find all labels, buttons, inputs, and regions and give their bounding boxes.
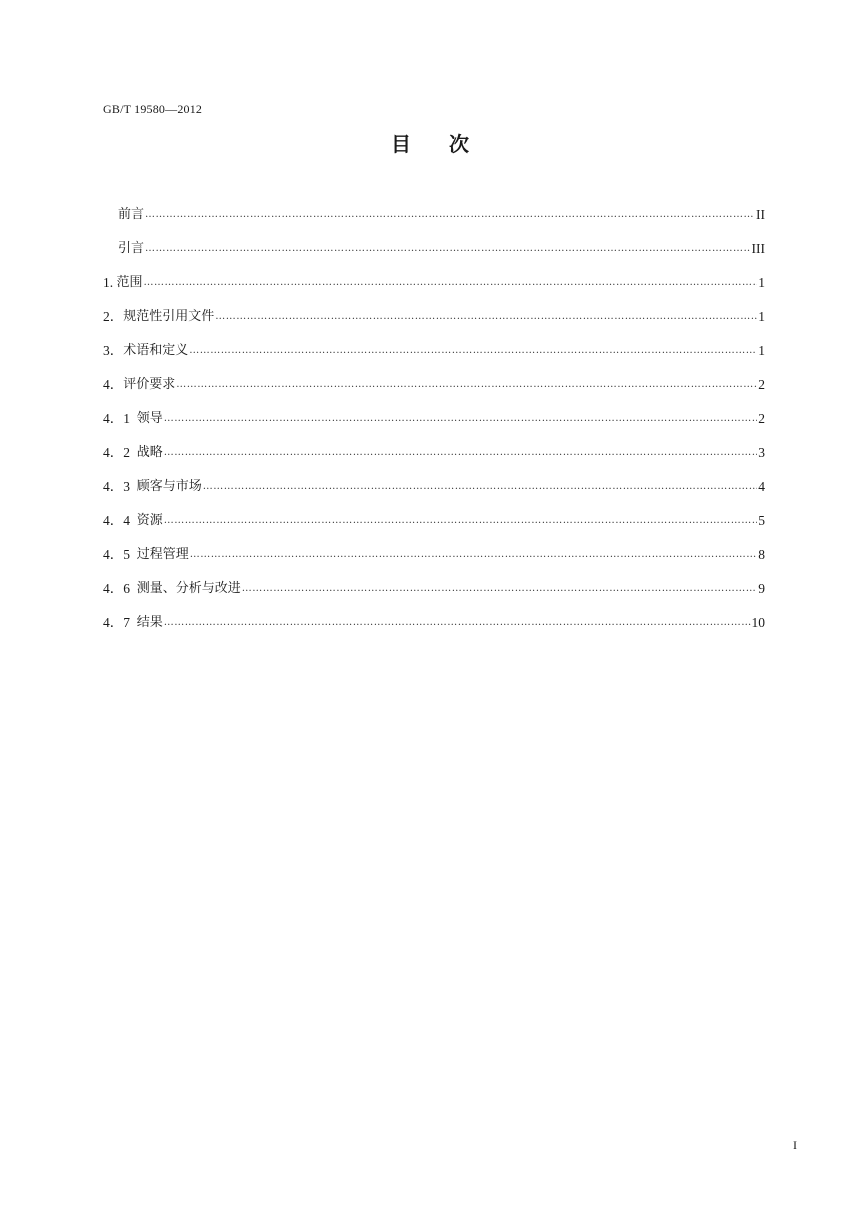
toc-entry-page: II [756,207,765,222]
toc-entry-number: 4．1 [103,411,137,426]
toc-entry[interactable] [103,545,765,579]
toc-entry-page: 1 [758,275,765,290]
page-number: I [793,1138,797,1152]
toc-entry-label: 引言 [118,241,145,256]
toc-dot-leader [164,511,757,531]
toc-entry[interactable] [103,239,765,273]
toc-dot-leader [164,409,757,429]
toc-entry-page: 3 [758,445,765,460]
toc-entry-page: III [751,241,765,256]
toc-entry[interactable] [103,511,765,545]
toc-entry-label: 战略 [136,445,163,460]
toc-entry-number: 4．7 [103,615,137,630]
toc-entry-label: 领导 [136,411,163,426]
toc-entry-page: 5 [758,513,765,528]
toc-entry-label: 评价要求 [123,377,176,392]
toc-entry[interactable] [103,341,765,375]
toc-entry-page: 8 [758,547,765,562]
toc-entry[interactable] [103,579,765,613]
toc-entry-label: 测量、分析与改进 [136,581,241,596]
toc-dot-leader [242,579,757,599]
toc-entry-label: 过程管理 [136,547,189,562]
toc-dot-leader [215,307,757,327]
toc-entry-page: 2 [758,411,765,426]
toc-entry[interactable] [103,613,765,647]
toc-entry[interactable] [103,375,765,409]
toc-dot-leader [164,443,757,463]
toc-dot-leader [203,477,757,497]
toc-entry-number: 2． [103,309,124,324]
toc-entry-number: 4．5 [103,547,137,562]
toc-entry-page: 1 [758,309,765,324]
toc-entry-number: 4．2 [103,445,137,460]
toc-dot-leader [176,375,757,395]
toc-entry-page: 2 [758,377,765,392]
toc-dot-leader [144,273,758,293]
toc-entry-label: 范围 [116,275,143,290]
toc-entry-number: 4．4 [103,513,137,528]
toc-entry-number: 4． [103,377,124,392]
toc-entry[interactable] [103,273,765,307]
toc-entry-label: 结果 [136,615,163,630]
toc-dot-leader [164,613,751,633]
page-title: 目次 [391,132,507,156]
toc-entry-number: 4．6 [103,581,137,596]
toc-entry-label: 资源 [136,513,163,528]
toc-entry-label: 规范性引用文件 [123,309,215,324]
toc-dot-leader [145,205,755,225]
toc-entry[interactable] [103,443,765,477]
toc-dot-leader [189,341,757,361]
toc-entry[interactable] [103,307,765,341]
table-of-contents [103,205,765,647]
toc-entry[interactable] [103,409,765,443]
toc-entry-number: 1. [103,275,117,290]
toc-entry-label: 术语和定义 [123,343,189,358]
toc-dot-leader [145,239,750,259]
toc-entry-page: 4 [758,479,765,494]
toc-entry-number: 3． [103,343,124,358]
toc-entry-page: 9 [758,581,765,596]
toc-entry-label: 顾客与市场 [136,479,202,494]
toc-entry-page: 10 [751,615,765,630]
toc-dot-leader [190,545,757,565]
standard-code: GB/T 19580—2012 [103,102,203,116]
toc-entry[interactable] [103,477,765,511]
toc-entry-label: 前言 [118,207,145,222]
toc-entry-number: 4．3 [103,479,137,494]
toc-entry-page: 1 [758,343,765,358]
toc-entry[interactable] [103,205,765,239]
